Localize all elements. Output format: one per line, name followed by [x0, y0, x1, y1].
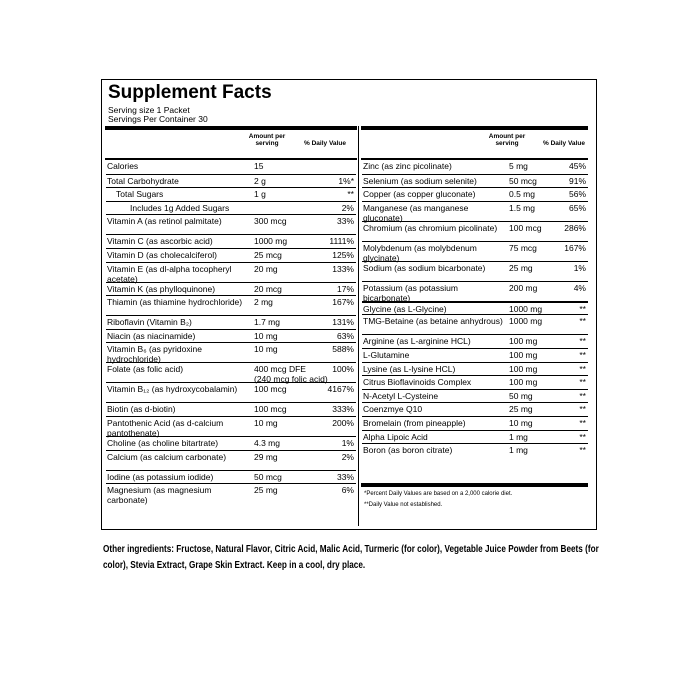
table-row	[106, 470, 356, 484]
table-row	[106, 160, 356, 174]
table-row	[362, 389, 588, 403]
nutrient-name: Niacin (as niacinamide)	[107, 330, 196, 341]
table-row	[106, 174, 356, 188]
nutrient-daily-value: **	[579, 431, 586, 442]
nutrient-name: Thiamin (as thiamine hydrochloride)	[107, 297, 243, 308]
nutrient-name: Potassium (as potassium bicarbonate)	[363, 282, 458, 303]
nutrient-name: Selenium (as sodium selenite)	[363, 175, 477, 186]
supplement-facts-panel	[101, 79, 597, 530]
nutrient-amount: 25 mg	[509, 404, 533, 415]
nutrient-daily-value: **	[579, 404, 586, 415]
table-row	[362, 187, 588, 201]
nutrient-name: Choline (as choline bitartrate)	[107, 438, 219, 448]
nutrient-daily-value: 125%	[332, 250, 354, 260]
nutrient-daily-value: 63%	[336, 330, 354, 341]
nutrient-daily-value: 17%	[336, 283, 354, 294]
table-row	[362, 261, 588, 281]
table-row	[106, 315, 356, 329]
nutrient-name: Includes 1g Added Sugars	[130, 202, 230, 213]
table-row	[106, 187, 356, 201]
nutrient-daily-value: **	[579, 418, 586, 428]
nutrient-name: Alpha Lipoic Acid	[363, 431, 428, 442]
right-amount-header: Amount per serving	[488, 133, 526, 147]
nutrient-name: Boron (as boron citrate)	[363, 445, 453, 456]
nutrient-daily-value: 33%	[336, 471, 354, 482]
nutrient-amount: 50 mg	[509, 390, 533, 401]
nutrient-name: Bromelain (from pineapple)	[363, 418, 466, 428]
nutrient-name: Folate (as folic acid)	[107, 364, 184, 375]
table-row	[362, 375, 588, 389]
nutrient-name: Zinc (as zinc picolinate)	[363, 161, 452, 171]
nutrient-daily-value: 4%	[573, 282, 586, 293]
nutrient-daily-value: 1%*	[338, 175, 354, 186]
nutrient-amount: 100 mg	[509, 350, 538, 360]
nutrient-amount: 29 mg	[254, 451, 278, 462]
table-row	[362, 362, 588, 376]
nutrient-name: Calories	[107, 161, 139, 171]
nutrient-daily-value: 200%	[332, 418, 354, 428]
nutrient-daily-value: 1111%	[329, 236, 354, 247]
nutrient-daily-value: 167%	[332, 297, 354, 308]
table-row	[106, 483, 356, 506]
table-row	[106, 282, 356, 296]
nutrient-amount: 1000 mg	[509, 303, 543, 314]
nutrient-amount: 5 mg	[509, 161, 528, 171]
nutrient-amount: 75 mcg	[509, 242, 537, 253]
nutrient-amount: 100 mcg	[254, 404, 287, 415]
left-amount-header: Amount per serving	[248, 133, 286, 147]
table-row	[362, 443, 588, 457]
nutrient-daily-value: 56%	[568, 189, 586, 200]
table-row	[362, 201, 588, 221]
nutrient-daily-value: 2%	[341, 451, 354, 462]
nutrient-daily-value: **	[579, 336, 586, 347]
table-row	[362, 174, 588, 188]
nutrient-amount: 25 mg	[254, 485, 278, 496]
table-row	[106, 382, 356, 402]
nutrient-name: Arginine (as L-arginine HCL)	[363, 336, 471, 347]
nutrient-daily-value: 286%	[564, 222, 586, 233]
nutrient-amount: 1000 mg	[509, 316, 543, 327]
table-row	[362, 314, 588, 334]
nutrient-name: Vitamin B₆ (as pyridoxine hydrochloride)	[107, 344, 202, 365]
nutrient-name: Calcium (as calcium carbonate)	[107, 451, 227, 462]
nutrient-amount: 100 mcg	[509, 222, 542, 233]
nutrient-amount: 1.7 mg	[254, 317, 280, 328]
table-row	[106, 295, 356, 315]
nutrient-name: Total Sugars	[116, 189, 164, 200]
table-row	[106, 402, 356, 416]
nutrient-amount: 50 mcg	[509, 175, 537, 186]
nutrient-daily-value: 1%	[341, 438, 354, 448]
nutrient-name: Molybdenum (as molybdenum glycinate)	[363, 242, 477, 263]
nutrient-daily-value: **	[579, 377, 586, 388]
thick-rule-right	[361, 126, 588, 130]
nutrient-name: N-Acetyl L-Cysteine	[363, 390, 439, 401]
nutrient-amount: 1 g	[254, 189, 266, 200]
nutrient-daily-value: **	[347, 189, 354, 200]
right-dv-header: % Daily Value	[543, 140, 585, 147]
table-row	[106, 342, 356, 365]
nutrient-amount: 4.3 mg	[254, 438, 280, 448]
nutrient-amount: 2 g	[254, 175, 266, 186]
nutrient-name: Manganese (as manganese gluconate)	[363, 202, 469, 223]
nutrient-daily-value: **	[579, 303, 586, 314]
nutrient-daily-value: 588%	[332, 344, 354, 355]
nutrient-name: Vitamin E (as dl-alpha tocopheryl acetate)	[107, 263, 232, 284]
nutrient-amount: 200 mg	[509, 282, 538, 293]
nutrient-amount: 0.5 mg	[509, 189, 535, 200]
table-row	[106, 248, 356, 262]
table-row	[106, 416, 356, 436]
nutrient-daily-value: 333%	[332, 404, 354, 415]
nutrient-name: Lysine (as L-lysine HCL)	[363, 363, 456, 374]
nutrient-name: Glycine (as L-Glycine)	[363, 303, 447, 314]
nutrient-name: Copper (as copper gluconate)	[363, 189, 476, 200]
footnote-dv-not-established: **Daily Value not established.	[364, 502, 443, 508]
nutrient-name: Total Carbohydrate	[107, 175, 179, 186]
table-row	[106, 436, 356, 450]
nutrient-name: Iodine (as potassium iodide)	[107, 471, 214, 482]
table-row	[362, 334, 588, 348]
nutrient-amount: 10 mg	[254, 344, 278, 355]
table-row	[106, 450, 356, 470]
table-row	[362, 348, 588, 362]
nutrient-amount: 100 mg	[509, 336, 538, 347]
nutrient-daily-value: 65%	[568, 202, 586, 213]
nutrient-amount: 1.5 mg	[509, 202, 535, 213]
table-row	[362, 221, 588, 241]
nutrient-amount: 25 mg	[509, 262, 533, 273]
nutrient-name: Magnesium (as magnesium carbonate)	[107, 485, 212, 506]
nutrient-daily-value: **	[579, 363, 586, 374]
left-dv-header: % Daily Value	[304, 140, 346, 147]
nutrient-name: Biotin (as d-biotin)	[107, 404, 176, 415]
nutrient-amount: 20 mcg	[254, 283, 282, 294]
nutrient-daily-value: **	[579, 390, 586, 401]
nutrient-name: Coenzmye Q10	[363, 404, 423, 415]
table-row	[362, 160, 588, 174]
nutrient-amount: 100 mcg	[254, 384, 287, 395]
nutrient-name: Vitamin B₁₂ (as hydroxycobalamin)	[107, 384, 238, 395]
nutrient-amount: 2 mg	[254, 297, 273, 308]
nutrient-daily-value: 167%	[564, 242, 586, 253]
panel-title: Supplement Facts	[108, 82, 272, 103]
nutrient-amount: 400 mcg DFE (240 mcg folic acid)	[254, 364, 328, 385]
table-row	[106, 262, 356, 282]
nutrient-name: Pantothenic Acid (as d-calcium pantothenate)	[107, 418, 224, 438]
nutrient-daily-value: 1%	[573, 262, 586, 273]
nutrient-amount: 1 mg	[509, 431, 528, 442]
nutrient-name: Chromium (as chromium picolinate)	[363, 222, 498, 233]
nutrient-amount: 20 mg	[254, 263, 278, 274]
nutrient-amount: 10 mg	[509, 418, 533, 428]
table-row	[362, 430, 588, 444]
nutrient-name: Riboflavin (Vitamin B₂)	[107, 317, 192, 328]
serving-size: Serving size 1 Packet	[108, 105, 190, 115]
nutrient-name: L-Glutamine	[363, 350, 410, 360]
nutrient-name: Citrus Bioflavinoids Complex	[363, 377, 472, 388]
table-row	[106, 329, 356, 343]
nutrient-name: Vitamin K (as phylloquinone)	[107, 283, 216, 294]
table-row	[106, 362, 356, 385]
table-row	[106, 201, 356, 215]
thick-rule-right-bottom	[361, 483, 588, 487]
nutrient-name: Vitamin D (as cholecalciferol)	[107, 250, 217, 260]
servings-per-container: Servings Per Container 30	[108, 114, 208, 124]
nutrient-daily-value: **	[579, 350, 586, 360]
nutrient-daily-value: **	[579, 445, 586, 456]
thick-rule-left	[105, 126, 357, 130]
nutrient-daily-value: 33%	[336, 216, 354, 227]
table-row	[362, 301, 588, 315]
footnote-percent-dv: *Percent Daily Values are based on a 2,000 calorie diet.	[364, 491, 513, 497]
table-row	[362, 402, 588, 416]
nutrient-amount: 100 mg	[509, 377, 538, 388]
other-ingredients: Other ingredients: Fructose, Natural Flavor, Citric Acid, Malic Acid, Turmeric (for color), Vegetable Juice Powder from Beets (for color), Stevia Extract, Grape Skin Extract. Keep in a cool, dry place.	[103, 543, 599, 571]
nutrient-name: Vitamin C (as ascorbic acid)	[107, 236, 213, 247]
table-row	[106, 234, 356, 248]
nutrient-name: TMG-Betaine (as betaine anhydrous)	[363, 316, 503, 327]
nutrient-amount: 50 mcg	[254, 471, 282, 482]
table-row	[362, 241, 588, 261]
nutrient-amount: 10 mg	[254, 330, 278, 341]
nutrient-daily-value: 2%	[341, 202, 354, 213]
nutrient-amount: 15	[254, 161, 264, 171]
table-row	[106, 214, 356, 234]
nutrient-amount: 100 mg	[509, 363, 538, 374]
nutrient-daily-value: 45%	[568, 161, 586, 171]
nutrient-name: Sodium (as sodium bicarbonate)	[363, 262, 486, 273]
nutrient-amount: 10 mg	[254, 418, 278, 428]
nutrient-daily-value: **	[579, 316, 586, 327]
nutrient-daily-value: 133%	[332, 263, 354, 274]
column-divider	[358, 126, 359, 526]
nutrient-amount: 25 mcg	[254, 250, 282, 260]
nutrient-daily-value: 131%	[332, 317, 354, 328]
table-row	[362, 281, 588, 301]
nutrient-daily-value: 6%	[341, 485, 354, 496]
nutrient-amount: 1000 mg	[254, 236, 288, 247]
nutrient-daily-value: 91%	[568, 175, 586, 186]
nutrient-amount: 300 mcg	[254, 216, 287, 227]
table-row	[362, 416, 588, 430]
nutrient-name: Vitamin A (as retinol palmitate)	[107, 216, 222, 227]
nutrient-daily-value: 100%	[332, 364, 354, 375]
nutrient-daily-value: 4167%	[327, 384, 354, 395]
nutrient-amount: 1 mg	[509, 445, 528, 456]
